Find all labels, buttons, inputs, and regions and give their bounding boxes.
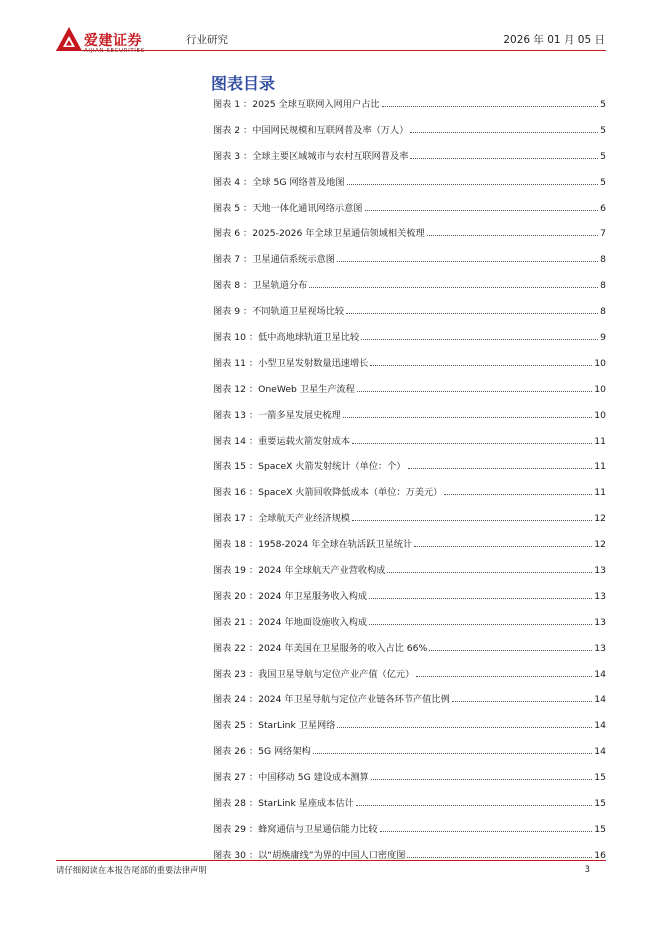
toc-entry-page: 15 xyxy=(594,823,606,835)
toc-dot-leader xyxy=(387,572,592,573)
toc-entry-label: 图表 16 ： xyxy=(213,487,259,499)
toc-entry-title: 以“胡焕庸线”为界的中国人口密度图 xyxy=(258,849,406,861)
toc-entry-page: 14 xyxy=(594,720,606,732)
toc-entry-label: 图表 17 ： xyxy=(213,513,259,525)
toc-entry-label: 图表 24 ： xyxy=(213,694,259,706)
toc-entry-page: 12 xyxy=(594,513,606,525)
toc-entry[interactable] xyxy=(213,511,606,537)
toc-dot-leader xyxy=(356,805,592,806)
toc-dot-leader xyxy=(337,261,598,262)
toc-dot-leader xyxy=(352,443,592,444)
toc-entry-title: 重要运载火箭发射成本 xyxy=(258,435,350,447)
company-logo xyxy=(56,27,176,61)
toc-dot-leader xyxy=(365,210,599,211)
toc-entry[interactable] xyxy=(213,796,606,822)
toc-entry[interactable] xyxy=(213,97,606,123)
toc-entry[interactable] xyxy=(213,123,606,149)
toc-dot-leader xyxy=(444,494,592,495)
toc-entry[interactable] xyxy=(213,201,606,227)
toc-entry-page: 8 xyxy=(600,306,606,318)
toc-entry[interactable] xyxy=(213,304,606,330)
toc-entry[interactable] xyxy=(213,822,606,848)
toc-entry-title: OneWeb 卫星生产流程 xyxy=(258,383,355,395)
toc-dot-leader xyxy=(380,831,593,832)
toc-entry-title: 全球 5G 网络普及地图 xyxy=(252,176,345,188)
toc-entry-title: 我国卫星导航与定位产业产值（亿元） xyxy=(258,668,415,680)
toc-entry-title: 2024 年卫星导航与定位产业链各环节产值比例 xyxy=(258,694,450,706)
toc-entry[interactable] xyxy=(213,692,606,718)
toc-entry-title: SpaceX 火箭回收降低成本（单位：万美元） xyxy=(258,487,443,499)
toc-dot-leader xyxy=(371,779,593,780)
toc-dot-leader xyxy=(382,106,599,107)
toc-entry-label: 图表 5 ： xyxy=(213,202,253,214)
toc-dot-leader xyxy=(429,650,592,651)
page-header xyxy=(0,0,662,60)
toc-entry-title: 1958-2024 年全球在轨活跃卫星统计 xyxy=(258,539,413,551)
toc-entry-page: 13 xyxy=(594,590,606,602)
toc-entry-page: 9 xyxy=(600,332,606,344)
toc-dot-leader xyxy=(309,287,598,288)
toc-entry-label: 图表 9 ： xyxy=(213,306,253,318)
footer-divider xyxy=(56,860,606,861)
toc-entry-page: 11 xyxy=(594,435,606,447)
toc-entry-page: 14 xyxy=(594,746,606,758)
toc-entry[interactable] xyxy=(213,485,606,511)
toc-entry-page: 5 xyxy=(600,99,606,110)
toc-entry-title: 中国移动 5G 建设成本测算 xyxy=(258,772,369,784)
toc-entry-page: 7 xyxy=(600,228,606,240)
toc-entry[interactable] xyxy=(213,615,606,641)
toc-entry-title: 2025-2026 年全球卫星通信领域相关梳理 xyxy=(252,228,425,240)
toc-dot-leader xyxy=(313,753,593,754)
toc-entry-label: 图表 11 ： xyxy=(213,357,259,369)
toc-entry-label: 图表 28 ： xyxy=(213,798,259,810)
logo-brand-cn: 爱建证券 xyxy=(84,33,142,49)
toc-dot-leader xyxy=(370,365,592,366)
toc-dot-leader xyxy=(357,391,592,392)
toc-entry-label: 图表 19 ： xyxy=(213,565,259,577)
toc-entry-label: 图表 7 ： xyxy=(213,254,253,266)
toc-entry-title: 2024 年全球航天产业营收构成 xyxy=(258,565,386,577)
toc-entry-title: 天地一体化通讯网络示意图 xyxy=(252,202,363,214)
toc-entry[interactable] xyxy=(213,226,606,252)
toc-entry-page: 11 xyxy=(594,461,606,473)
toc-entry-title: 一箭多星发展史梳理 xyxy=(258,409,341,421)
toc-entry-label: 图表 22 ： xyxy=(213,642,259,654)
toc-entry-label: 图表 30 ： xyxy=(213,849,259,861)
toc-entry-title: 2025 全球互联网入网用户占比 xyxy=(252,99,380,110)
toc-dot-leader xyxy=(416,676,592,677)
toc-title: 图表目录 xyxy=(211,74,276,93)
toc-entry[interactable] xyxy=(213,667,606,693)
toc-entry-page: 5 xyxy=(600,176,606,188)
toc-entry-title: 中国网民规模和互联网普及率（万人） xyxy=(252,124,409,136)
toc-entry[interactable] xyxy=(213,563,606,589)
toc-entry-label: 图表 10 ： xyxy=(213,332,259,344)
toc-entry-page: 15 xyxy=(594,798,606,810)
toc-entry[interactable] xyxy=(213,408,606,434)
toc-entry-title: 卫星通信系统示意图 xyxy=(252,254,335,266)
toc-dot-leader xyxy=(369,598,592,599)
toc-entry-page: 11 xyxy=(594,487,606,499)
toc-entry[interactable] xyxy=(213,770,606,796)
toc-entry-page: 8 xyxy=(600,280,606,292)
toc-entry[interactable] xyxy=(213,252,606,278)
toc-entry-title: 小型卫星发射数量迅速增长 xyxy=(258,357,369,369)
toc-entry-label: 图表 21 ： xyxy=(213,616,259,628)
toc-dot-leader xyxy=(361,339,598,340)
toc-dot-leader xyxy=(410,158,598,159)
toc-entry-page: 5 xyxy=(600,150,606,162)
toc-entry-page: 14 xyxy=(594,668,606,680)
toc-entry-label: 图表 14 ： xyxy=(213,435,259,447)
toc-entry-label: 图表 15 ： xyxy=(213,461,259,473)
toc-entry-title: SpaceX 火箭发射统计（单位：个） xyxy=(258,461,406,473)
toc-entry-label: 图表 26 ： xyxy=(213,746,259,758)
toc-entry-page: 5 xyxy=(600,124,606,136)
toc-entry[interactable] xyxy=(213,149,606,175)
toc-entry-label: 图表 23 ： xyxy=(213,668,259,680)
toc-entry-label: 图表 12 ： xyxy=(213,383,259,395)
toc-entry[interactable] xyxy=(213,589,606,615)
toc-entry-page: 14 xyxy=(594,694,606,706)
toc-entry[interactable] xyxy=(213,718,606,744)
toc-entry-label: 图表 13 ： xyxy=(213,409,259,421)
toc-entry[interactable] xyxy=(213,175,606,201)
report-date: 2026 年 01 月 05 日 xyxy=(503,34,605,46)
toc-entry-title: 卫星轨道分布 xyxy=(252,280,308,292)
toc-entry-page: 13 xyxy=(594,565,606,577)
figure-toc-list xyxy=(213,97,606,874)
toc-entry-page: 12 xyxy=(594,539,606,551)
toc-entry-title: StarLink 星座成本估计 xyxy=(258,798,354,810)
toc-entry[interactable] xyxy=(213,382,606,408)
toc-entry-title: 低中高地球轨道卫星比较 xyxy=(258,332,360,344)
toc-entry-label: 图表 8 ： xyxy=(213,280,253,292)
toc-dot-leader xyxy=(346,313,598,314)
toc-entry-label: 图表 4 ： xyxy=(213,176,253,188)
toc-entry-page: 13 xyxy=(594,642,606,654)
toc-entry[interactable] xyxy=(213,356,606,382)
logo-icon xyxy=(56,27,82,51)
toc-dot-leader xyxy=(427,235,598,236)
toc-entry-label: 图表 6 ： xyxy=(213,228,253,240)
toc-entry-title: 2024 年卫星服务收入构成 xyxy=(258,590,368,602)
toc-entry-label: 图表 2 ： xyxy=(213,124,253,136)
toc-entry-page: 6 xyxy=(600,202,606,214)
toc-entry-title: 5G 网络架构 xyxy=(258,746,311,758)
toc-dot-leader xyxy=(337,727,592,728)
toc-dot-leader xyxy=(452,701,593,702)
toc-dot-leader xyxy=(414,546,592,547)
toc-entry-page: 10 xyxy=(594,357,606,369)
toc-entry-title: 不同轨道卫星视场比较 xyxy=(252,306,345,318)
toc-dot-leader xyxy=(410,132,598,133)
toc-entry-label: 图表 29 ： xyxy=(213,823,259,835)
toc-entry-label: 图表 1 ： xyxy=(213,99,253,110)
toc-entry-label: 图表 25 ： xyxy=(213,720,259,732)
toc-entry-page: 15 xyxy=(594,772,606,784)
toc-entry-page: 16 xyxy=(594,849,606,861)
toc-entry[interactable] xyxy=(213,537,606,563)
toc-dot-leader xyxy=(408,468,593,469)
toc-entry[interactable] xyxy=(213,434,606,460)
toc-entry-page: 13 xyxy=(594,616,606,628)
toc-entry-page: 10 xyxy=(594,409,606,421)
toc-entry-label: 图表 20 ： xyxy=(213,590,259,602)
toc-entry[interactable] xyxy=(213,278,606,304)
logo-brand-en: AIJIAN SECURITIES xyxy=(84,48,145,54)
toc-dot-leader xyxy=(369,624,592,625)
toc-entry-title: 2024 年美国在卫星服务的收入占比 66% xyxy=(258,642,428,654)
page-number: 3 xyxy=(584,864,590,874)
toc-dot-leader xyxy=(407,857,592,858)
toc-entry[interactable] xyxy=(213,330,606,356)
report-section-label: 行业研究 xyxy=(186,34,228,46)
toc-entry-label: 图表 18 ： xyxy=(213,539,259,551)
toc-entry-title: 全球主要区域城市与农村互联网普及率 xyxy=(252,150,409,162)
toc-entry-page: 10 xyxy=(594,383,606,395)
toc-entry[interactable] xyxy=(213,744,606,770)
toc-dot-leader xyxy=(343,417,593,418)
toc-entry-page: 8 xyxy=(600,254,606,266)
toc-dot-leader xyxy=(347,184,599,185)
footer-disclaimer: 请仔细阅读在本报告尾部的重要法律声明 xyxy=(56,865,207,875)
toc-entry-title: 全球航天产业经济规模 xyxy=(258,513,350,525)
toc-entry-label: 图表 3 ： xyxy=(213,150,253,162)
toc-entry-title: 蜂窝通信与卫星通信能力比较 xyxy=(258,823,378,835)
toc-entry[interactable] xyxy=(213,641,606,667)
toc-entry-label: 图表 27 ： xyxy=(213,772,259,784)
toc-entry[interactable] xyxy=(213,459,606,485)
toc-entry-title: 2024 年地面设施收入构成 xyxy=(258,616,368,628)
toc-entry-title: StarLink 卫星网络 xyxy=(258,720,336,732)
header-divider xyxy=(56,50,606,51)
toc-dot-leader xyxy=(352,520,592,521)
